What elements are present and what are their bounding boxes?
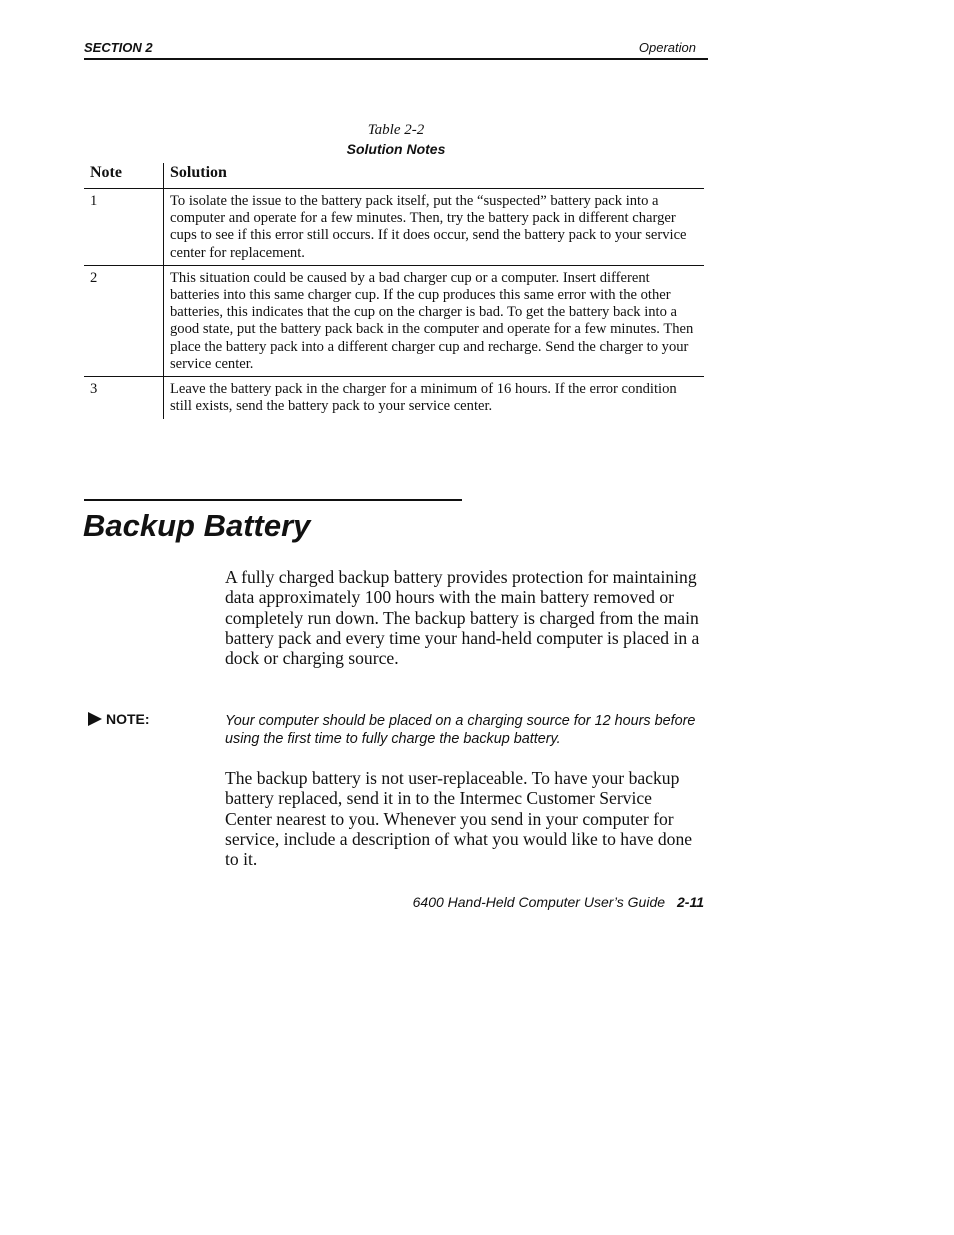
table-row <box>84 377 704 420</box>
table-caption <box>84 121 708 158</box>
section-rule <box>84 499 462 501</box>
body-paragraph: A fully charged backup battery provides protection for maintaining data approximately 100 hours with the main battery removed or completely run down. The backup battery is charged from the main battery pack and every time your hand-held computer is placed in a dock or charging source. <box>225 567 700 669</box>
table-caption-label: Table 2-2 <box>367 122 425 138</box>
note-label <box>88 711 150 727</box>
note-label-text: NOTE: <box>106 711 150 727</box>
table-row <box>84 189 704 266</box>
arrow-right-icon <box>88 712 102 726</box>
page-footer <box>413 894 704 910</box>
solution-text: This situation could be caused by a bad charger cup or a computer. Insert different batteries into this same charger cup. If the cup produces this same error with the other batteries, this indicates that the cup on the charger is bad. To get the battery back into a good state, put the battery pack back in the computer and operate for a few minutes. Then place the battery pack into a different charger cup and recharge. Send the charger to your service center. <box>164 265 705 376</box>
solution-text: To isolate the issue to the battery pack itself, put the “suspected” battery pack into a computer and operate for a few minutes. Then, try the battery pack in different charger cups to see if this error still occurs. If it does occur, send the battery pack to your service center for replacement. <box>164 189 705 266</box>
note-number: 2 <box>84 265 164 376</box>
table-row <box>84 265 704 376</box>
solution-text: Leave the battery pack in the charger for a minimum of 16 hours. If the error condition still exists, send the battery pack to your service center. <box>164 377 705 420</box>
column-header-solution: Solution <box>164 163 705 189</box>
footer-page-number: 2-11 <box>677 894 704 910</box>
note-number: 1 <box>84 189 164 266</box>
column-header-note: Note <box>84 163 164 189</box>
section-title: Backup Battery <box>83 508 311 543</box>
header-chapter: Operation <box>638 40 696 55</box>
solution-notes-table <box>84 163 704 419</box>
table-header-row <box>84 163 704 189</box>
header-rule <box>84 58 708 60</box>
table-caption-title: Solution Notes <box>346 141 446 157</box>
note-text: Your computer should be placed on a charging source for 12 hours before using the first time to fully charge the backup battery. <box>225 713 696 747</box>
footer-guide-title: 6400 Hand-Held Computer User’s Guide <box>412 894 666 910</box>
body-paragraph: The backup battery is not user-replaceable. To have your backup battery replaced, send it in to the Intermec Customer Service Center nearest to you. Whenever you send in your computer for service, include a description of what you would like to have done to it. <box>225 768 693 870</box>
note-number: 3 <box>90 381 98 398</box>
header-section: SECTION 2 <box>84 40 153 55</box>
